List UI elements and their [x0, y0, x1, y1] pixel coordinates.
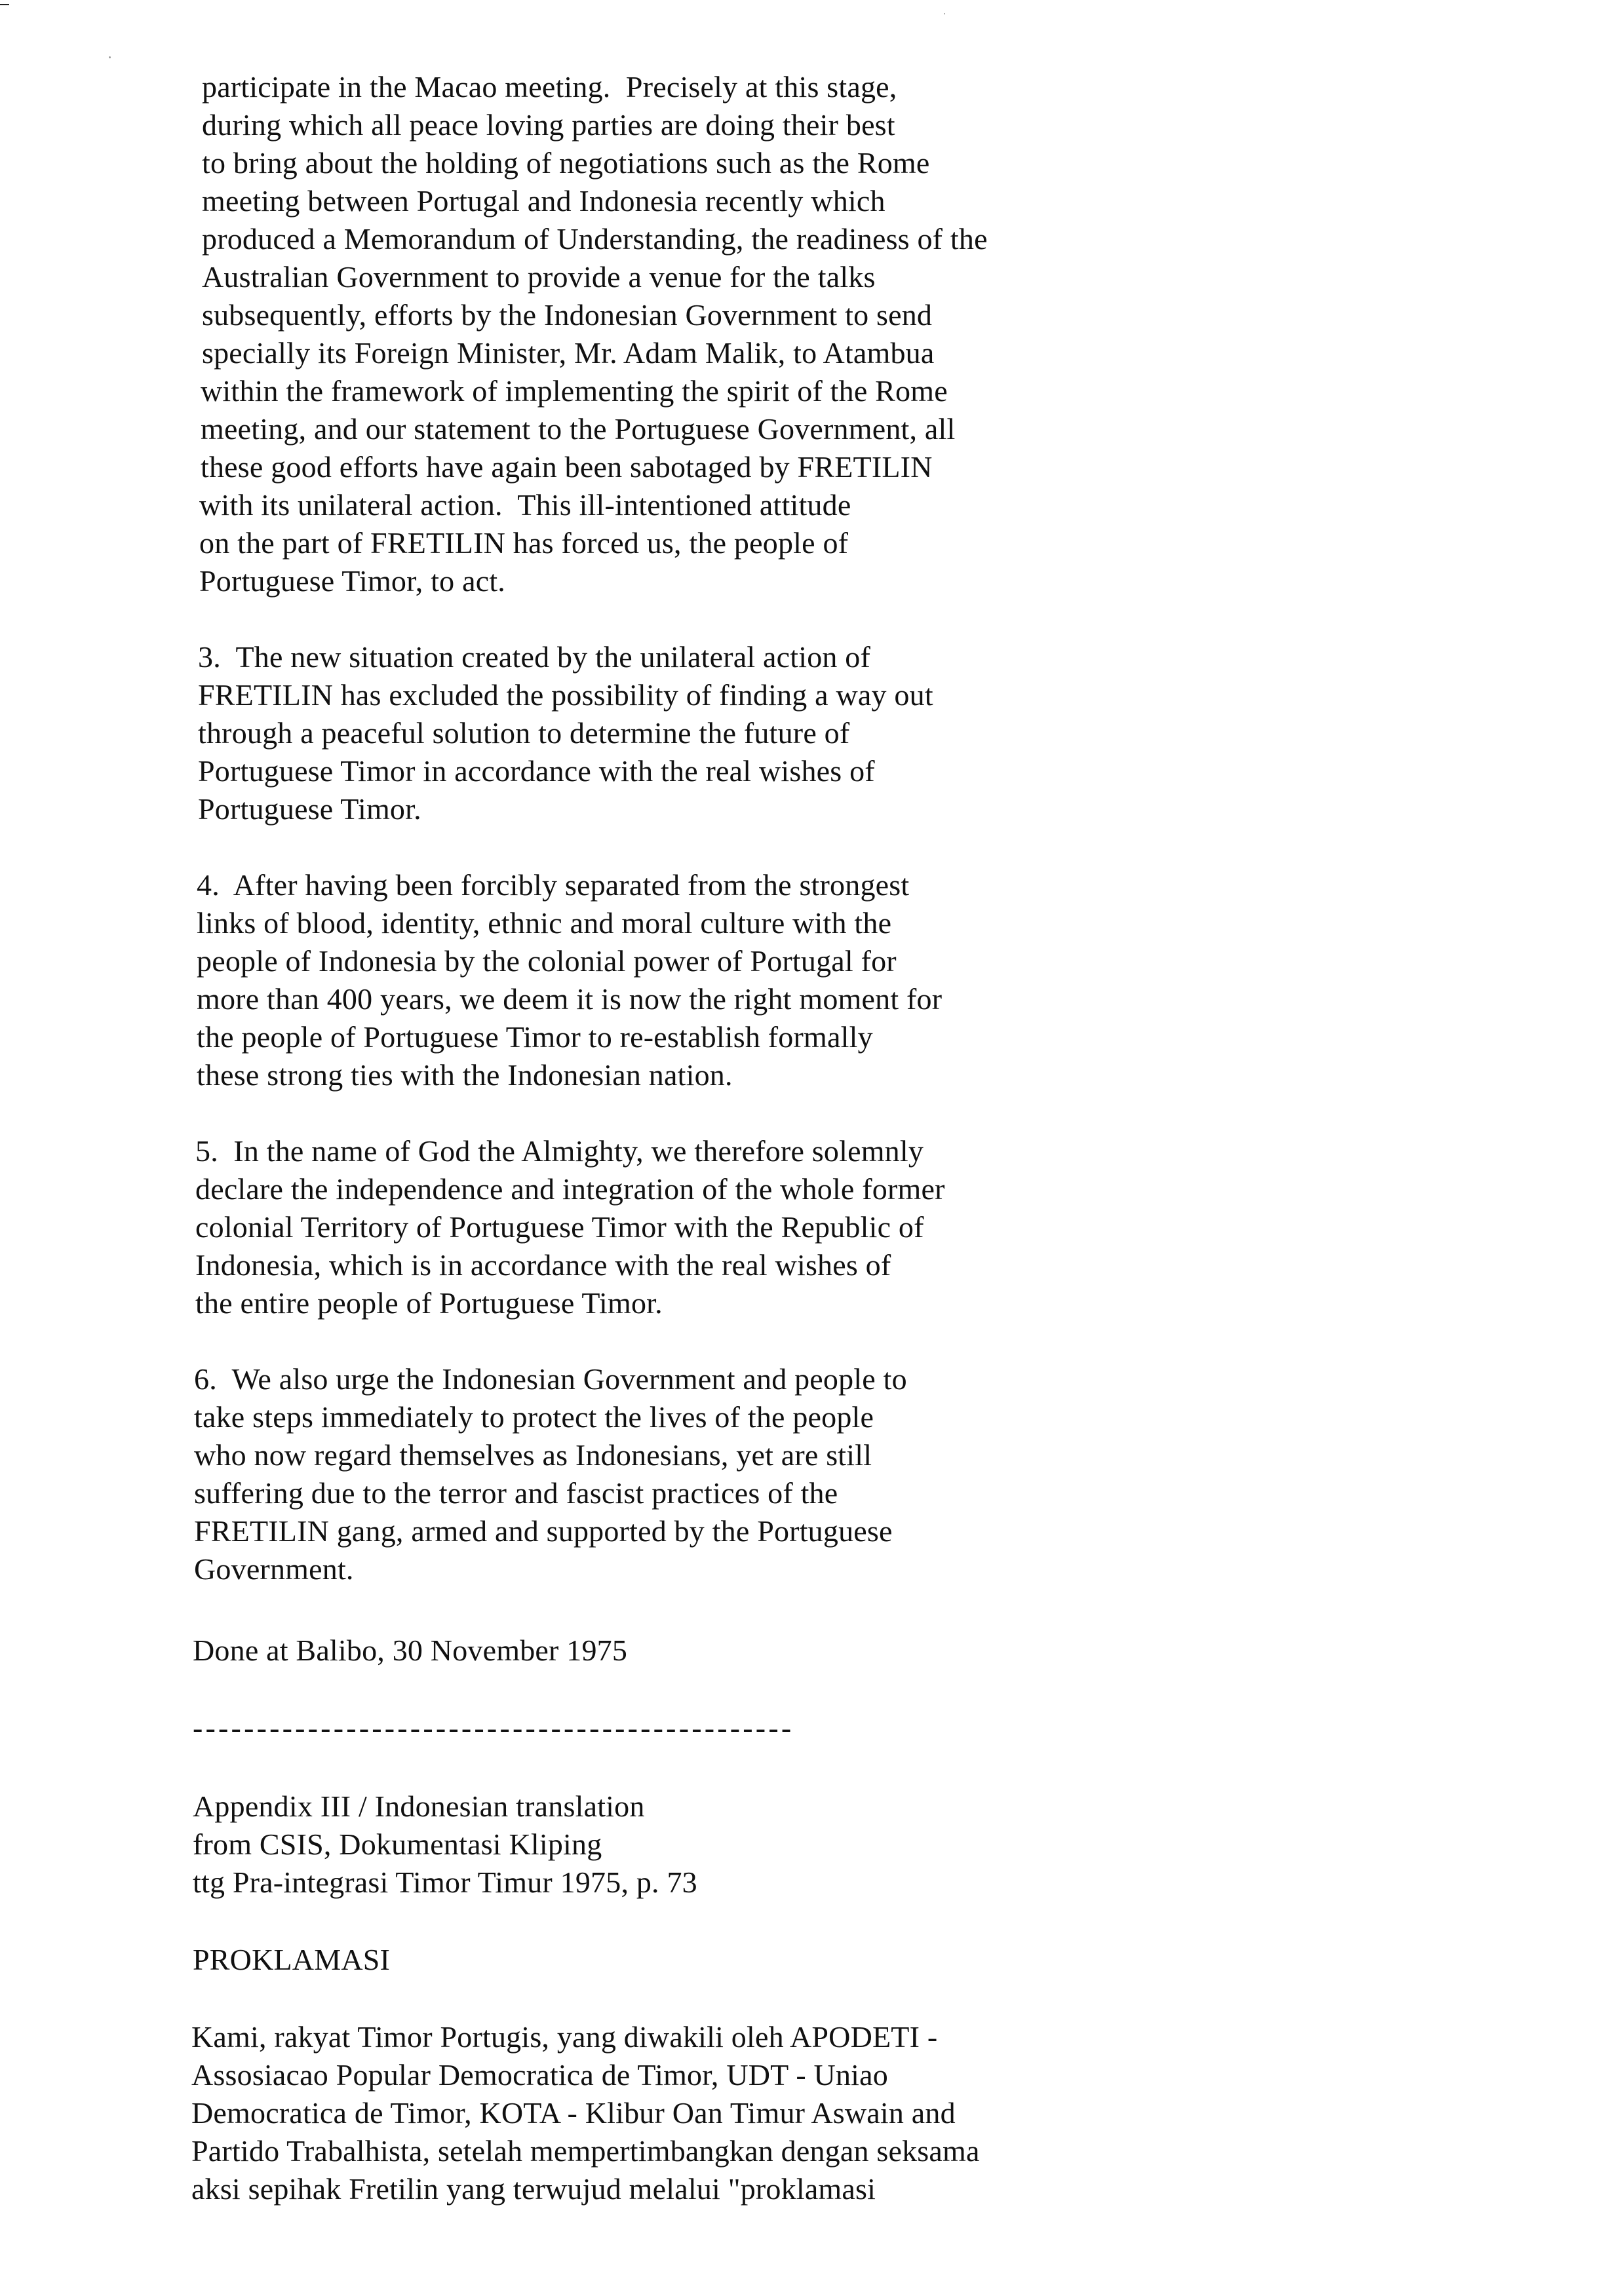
- text-line: participate in the Macao meeting. Precisely at this stage,: [202, 70, 897, 104]
- text-line: declare the independence and integration of the whole former: [195, 1172, 945, 1206]
- text-line: 4. After having been forcibly separated from the strongest: [197, 868, 910, 902]
- text-line: suffering due to the terror and fascist practices of the: [194, 1476, 838, 1510]
- text-line: FRETILIN has excluded the possibility of finding a way out: [198, 678, 933, 712]
- text-line: links of blood, identity, ethnic and moral culture with the: [197, 906, 892, 940]
- scan-corner-mark: [0, 4, 9, 5]
- text-line: on the part of FRETILIN has forced us, the people of: [199, 526, 849, 560]
- text-line: Australian Government to provide a venue for the talks: [202, 260, 876, 294]
- text-line: with its unilateral action. This ill-intentioned attitude: [199, 488, 851, 522]
- text-line: these good efforts have again been sabotaged by FRETILIN: [201, 450, 933, 484]
- text-line: 6. We also urge the Indonesian Government and people to: [194, 1362, 907, 1396]
- text-line: Appendix III / Indonesian translation: [193, 1789, 645, 1823]
- text-line: FRETILIN gang, armed and supported by the Portuguese: [194, 1514, 893, 1548]
- separator-dashes: -----------------------------------------------: [193, 1711, 794, 1744]
- text-line: ttg Pra-integrasi Timor Timur 1975, p. 73: [193, 1866, 697, 1899]
- text-line: 3. The new situation created by the unilateral action of: [198, 640, 871, 674]
- text-line: the entire people of Portuguese Timor.: [195, 1286, 663, 1320]
- text-line: Government.: [194, 1552, 354, 1586]
- proklamasi-heading: PROKLAMASI: [193, 1943, 391, 1976]
- text-line: subsequently, efforts by the Indonesian Government to send: [202, 298, 933, 332]
- text-line: colonial Territory of Portuguese Timor with the Republic of: [195, 1210, 924, 1244]
- scan-speck: [109, 56, 111, 58]
- text-line: from CSIS, Dokumentasi Kliping: [193, 1827, 602, 1861]
- text-line: the people of Portuguese Timor to re-establish formally: [197, 1020, 873, 1054]
- text-line: through a peaceful solution to determine the future of: [198, 716, 850, 750]
- text-line: meeting, and our statement to the Portuguese Government, all: [201, 412, 956, 446]
- text-line: more than 400 years, we deem it is now the right moment for: [197, 982, 943, 1016]
- text-line: Partido Trabalhista, setelah mempertimbangkan dengan seksama: [191, 2134, 980, 2168]
- scan-speck: [944, 13, 945, 14]
- signoff-line: Done at Balibo, 30 November 1975: [193, 1634, 628, 1667]
- text-line: Portuguese Timor, to act.: [199, 564, 505, 598]
- text-line: during which all peace loving parties are doing their best: [202, 108, 895, 142]
- text-line: Democratica de Timor, KOTA - Klibur Oan Timur Aswain and: [191, 2096, 956, 2130]
- text-line: Kami, rakyat Timor Portugis, yang diwakili oleh APODETI -: [191, 2020, 938, 2054]
- text-line: Portuguese Timor in accordance with the real wishes of: [198, 754, 875, 788]
- text-line: these strong ties with the Indonesian nation.: [197, 1058, 733, 1092]
- text-line: 5. In the name of God the Almighty, we therefore solemnly: [195, 1134, 924, 1168]
- text-line: people of Indonesia by the colonial power of Portugal for: [197, 944, 897, 978]
- text-line: who now regard themselves as Indonesians, yet are still: [194, 1438, 872, 1472]
- text-line: Assosiacao Popular Democratica de Timor, UDT - Uniao: [191, 2058, 888, 2092]
- text-line: to bring about the holding of negotiations such as the Rome: [202, 146, 930, 180]
- text-line: Indonesia, which is in accordance with the real wishes of: [195, 1248, 891, 1282]
- text-line: produced a Memorandum of Understanding, the readiness of the: [202, 222, 988, 256]
- text-line: within the framework of implementing the spirit of the Rome: [201, 374, 948, 408]
- text-line: Portuguese Timor.: [198, 792, 421, 826]
- text-line: specially its Foreign Minister, Mr. Adam Malik, to Atambua: [202, 336, 935, 370]
- text-line: meeting between Portugal and Indonesia recently which: [202, 184, 885, 218]
- text-line: take steps immediately to protect the lives of the people: [194, 1400, 874, 1434]
- text-line: aksi sepihak Fretilin yang terwujud melalui "proklamasi: [191, 2172, 876, 2206]
